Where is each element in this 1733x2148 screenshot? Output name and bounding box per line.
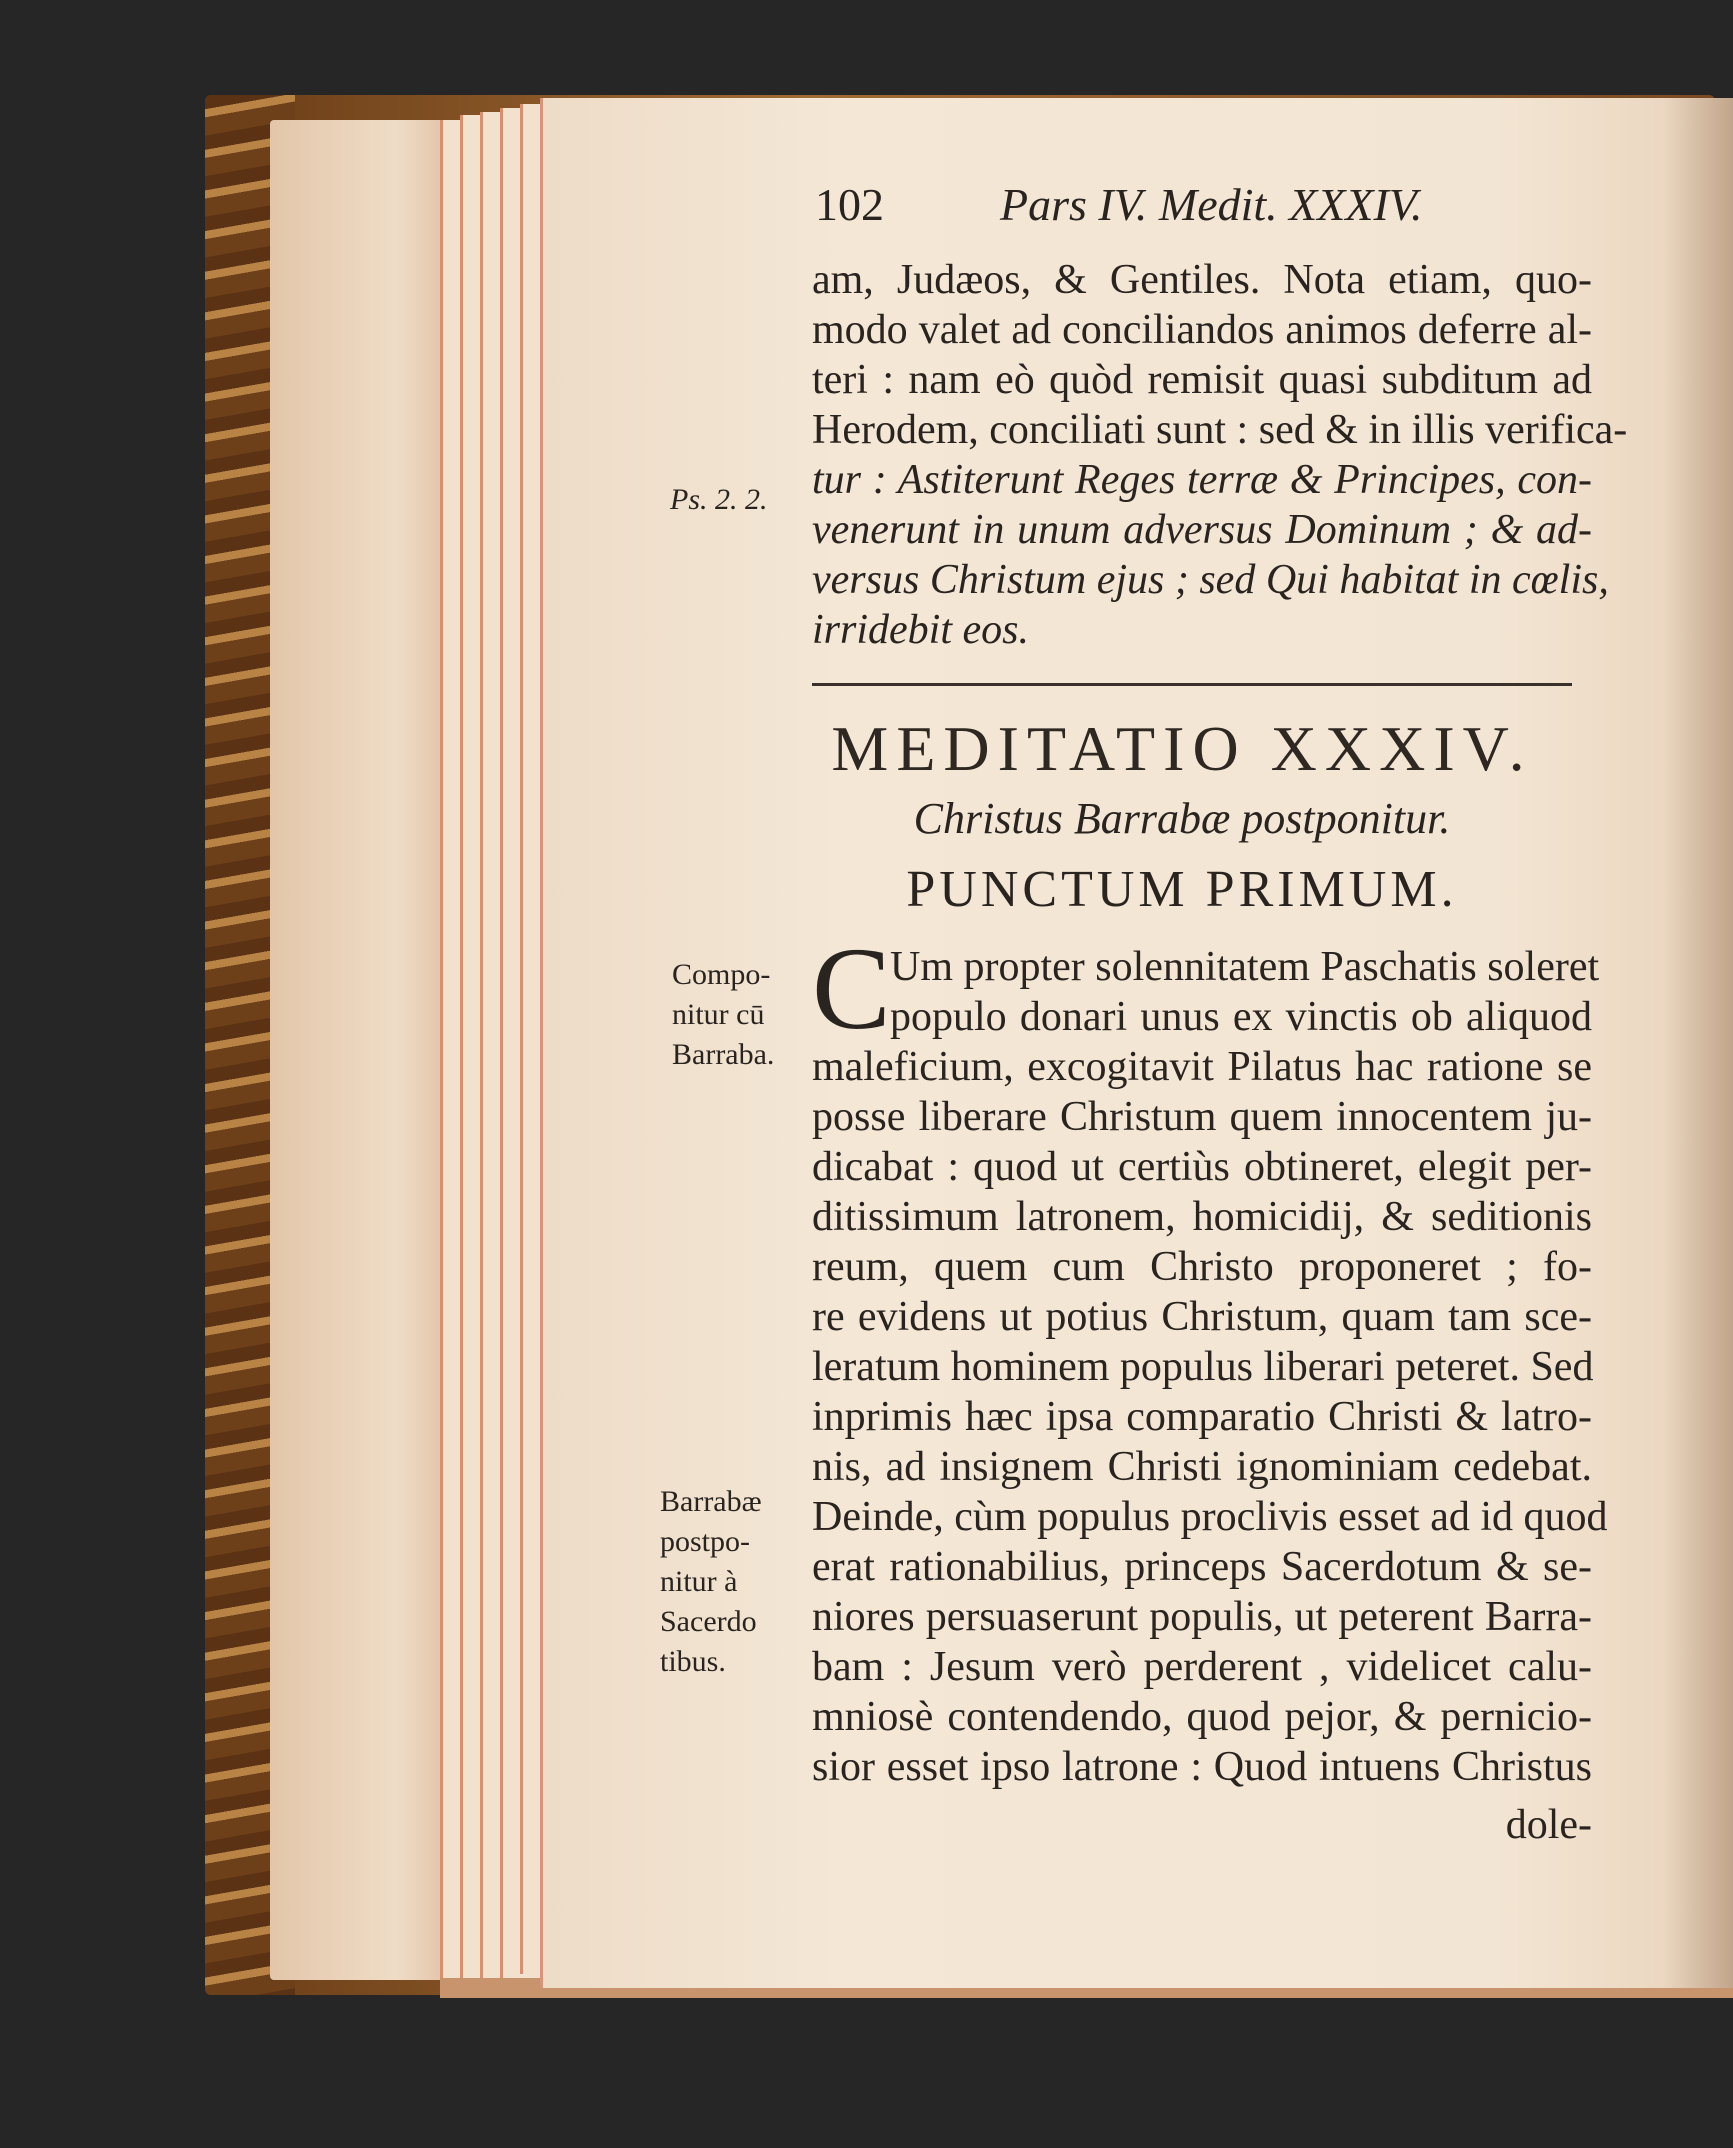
text-line: Herodem, conciliati sunt : sed & in illis verifica- — [812, 407, 1628, 453]
margin-note-line: nitur cū — [672, 998, 765, 1031]
text-line: nis, ad insignem Christi ignominiam cedebat. — [812, 1444, 1592, 1490]
text-line: inprimis hæc ipsa comparatio Christi & latro- — [812, 1394, 1592, 1440]
text-line: maleficium, excogitavit Pilatus hac ratione se — [812, 1044, 1592, 1090]
text-line: versus Christum ejus ; sed Qui habitat in cœlis, — [812, 557, 1609, 603]
text-line: mniosè contendendo, quod pejor, & pernicio- — [812, 1694, 1592, 1740]
text-line: erat rationabilius, princeps Sacerdotum & se- — [812, 1544, 1592, 1590]
page-number: 102 — [815, 179, 884, 230]
meditation-title: MEDITATIO XXXIV. — [831, 713, 1533, 784]
text-line: posse liberare Christum quem innocentem ju- — [812, 1094, 1592, 1140]
text-line: niores persuaserunt populis, ut peterent Barra- — [812, 1594, 1592, 1640]
running-title: Pars IV. Medit. XXXIV. — [1000, 179, 1423, 230]
catchword: dole- — [1505, 1802, 1592, 1848]
text-line: Um propter solennitatem Paschatis soleret — [890, 944, 1600, 990]
text-line: ditissimum latronem, homicidij, & seditionis — [812, 1194, 1592, 1240]
gutter-shadow — [1663, 98, 1733, 1988]
text-line: venerunt in unum adversus Dominum ; & ad- — [812, 507, 1592, 553]
text-line: teri : nam eò quòd remisit quasi subditum ad — [812, 357, 1592, 403]
text-line: modo valet ad conciliandos animos deferre al- — [812, 307, 1592, 353]
margin-note — [672, 955, 774, 1075]
margin-note-line: Compo- — [672, 958, 771, 991]
margin-note-line: tibus. — [660, 1645, 726, 1678]
text-line: bam : Jesum verò perderent , videlicet calu- — [812, 1644, 1592, 1690]
margin-note-line: Sacerdo — [660, 1605, 757, 1638]
text-line: dicabat : quod ut certiùs obtineret, elegit per- — [812, 1144, 1592, 1190]
margin-note-line: postpo- — [660, 1525, 750, 1558]
text-line: irridebit eos. — [812, 607, 1029, 653]
margin-reference: Ps. 2. 2. — [670, 483, 768, 516]
punctum-heading: PUNCTUM PRIMUM. — [906, 861, 1458, 918]
text-line: tur : Astiterunt Reges terræ & Principes, con- — [812, 457, 1592, 503]
text-line: leratum hominem populus liberari peteret. Sed — [812, 1344, 1594, 1390]
margin-note-line: Barraba. — [672, 1038, 775, 1071]
margin-note-line: Barrabæ — [660, 1485, 762, 1518]
section-rule — [812, 683, 1572, 686]
margin-note-line: nitur à — [660, 1565, 738, 1598]
margin-note — [660, 1482, 762, 1682]
text-line: sior esset ipso latrone : Quod intuens Christus — [812, 1744, 1592, 1790]
text-line: reum, quem cum Christo proponeret ; fo- — [812, 1244, 1592, 1290]
text-line: am, Judæos, & Gentiles. Nota etiam, quo- — [812, 257, 1592, 303]
text-line: Deinde, cùm populus proclivis esset ad id quod — [812, 1494, 1608, 1540]
text-line: re evidens ut potius Christum, quam tam sce- — [812, 1294, 1592, 1340]
drop-capital: C — [812, 923, 891, 1054]
meditation-subtitle: Christus Barrabæ postponitur. — [913, 794, 1451, 843]
text-line: populo donari unus ex vinctis ob aliquod — [890, 994, 1592, 1040]
